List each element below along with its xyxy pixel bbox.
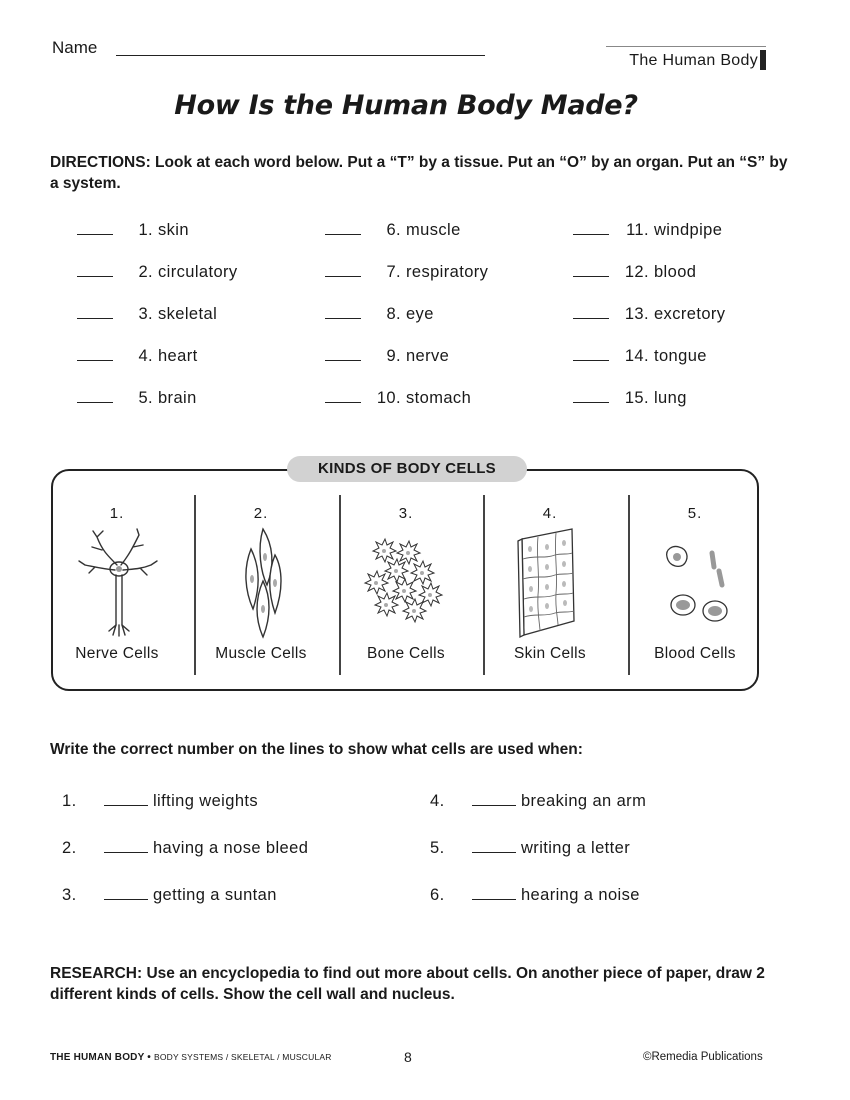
page-title: How Is the Human Body Made? (174, 90, 638, 121)
cells-heading: KINDS OF BODY CELLS (287, 456, 527, 482)
answer-blank[interactable] (77, 220, 113, 235)
question-item: 2. having a nose bleed (62, 839, 309, 857)
list-item: 5. brain (77, 388, 197, 408)
question-item: 1. lifting weights (62, 792, 259, 810)
list-item: 13. excretory (573, 304, 725, 324)
list-item: 8. eye (325, 304, 434, 324)
list-item: 7. respiratory (325, 262, 488, 282)
answer-blank[interactable] (573, 346, 609, 361)
question-item: 4. breaking an arm (430, 792, 647, 810)
instruction-text: Write the correct number on the lines to show what cells are used when: (50, 741, 583, 758)
cell-column-blood: 5. Blood Cells (623, 505, 767, 522)
list-item: 14. tongue (573, 346, 707, 366)
answer-blank[interactable] (573, 388, 609, 403)
list-item: 6. muscle (325, 220, 461, 240)
question-item: 5. writing a letter (430, 839, 631, 857)
footer-series: THE HUMAN BODY • BODY SYSTEMS / SKELETAL / MUSCULAR (50, 1052, 332, 1063)
list-item: 10. stomach (325, 388, 471, 408)
answer-blank[interactable] (104, 838, 148, 853)
answer-blank[interactable] (77, 388, 113, 403)
list-item: 1. skin (77, 220, 189, 240)
answer-blank[interactable] (325, 262, 361, 277)
question-item: 3. getting a suntan (62, 886, 277, 904)
bone-cell-icon (356, 525, 456, 640)
book-tag (606, 46, 766, 71)
answer-blank[interactable] (325, 388, 361, 403)
name-input-line[interactable] (116, 55, 485, 56)
answer-blank[interactable] (77, 304, 113, 319)
directions: DIRECTIONS: Look at each word below. Put a “T” by a tissue. Put an “O” by an organ. Put an “S” by a system. (50, 154, 788, 192)
cell-column-nerve: 1. Nerve Cells (45, 505, 189, 522)
tag-bar (760, 50, 766, 70)
list-item: 9. nerve (325, 346, 449, 366)
answer-blank[interactable] (573, 304, 609, 319)
answer-blank[interactable] (104, 791, 148, 806)
list-item: 3. skeletal (77, 304, 217, 324)
name-label: Name (52, 38, 98, 57)
list-item: 4. heart (77, 346, 198, 366)
answer-blank[interactable] (472, 885, 516, 900)
cell-column-bone: 3. Bone Cells (334, 505, 478, 522)
page-number: 8 (404, 1049, 412, 1065)
answer-blank[interactable] (325, 346, 361, 361)
answer-blank[interactable] (472, 838, 516, 853)
list-item: 11. windpipe (573, 220, 722, 240)
publisher: ©Remedia Publications (643, 1051, 763, 1063)
answer-blank[interactable] (77, 346, 113, 361)
muscle-cell-icon (211, 525, 311, 640)
research-text: RESEARCH: Use an encyclopedia to find out more about cells. On another piece of paper, draw 2 different kinds of cells. Show the cell wall and nucleus. (50, 965, 765, 1003)
cell-column-muscle: 2. Muscle Cells (189, 505, 333, 522)
book-tag-text: The Human Body (629, 52, 758, 69)
answer-blank[interactable] (104, 885, 148, 900)
answer-blank[interactable] (573, 220, 609, 235)
list-item: 2. circulatory (77, 262, 238, 282)
question-item: 6. hearing a noise (430, 886, 640, 904)
answer-blank[interactable] (573, 262, 609, 277)
list-item: 12. blood (573, 262, 696, 282)
answer-blank[interactable] (77, 262, 113, 277)
skin-cell-icon (500, 525, 600, 640)
answer-blank[interactable] (325, 304, 361, 319)
list-item: 15. lung (573, 388, 687, 408)
blood-cell-icon (645, 525, 745, 640)
cell-column-skin: 4. Skin Cells (478, 505, 622, 522)
nerve-cell-icon (67, 525, 167, 640)
answer-blank[interactable] (472, 791, 516, 806)
answer-blank[interactable] (325, 220, 361, 235)
